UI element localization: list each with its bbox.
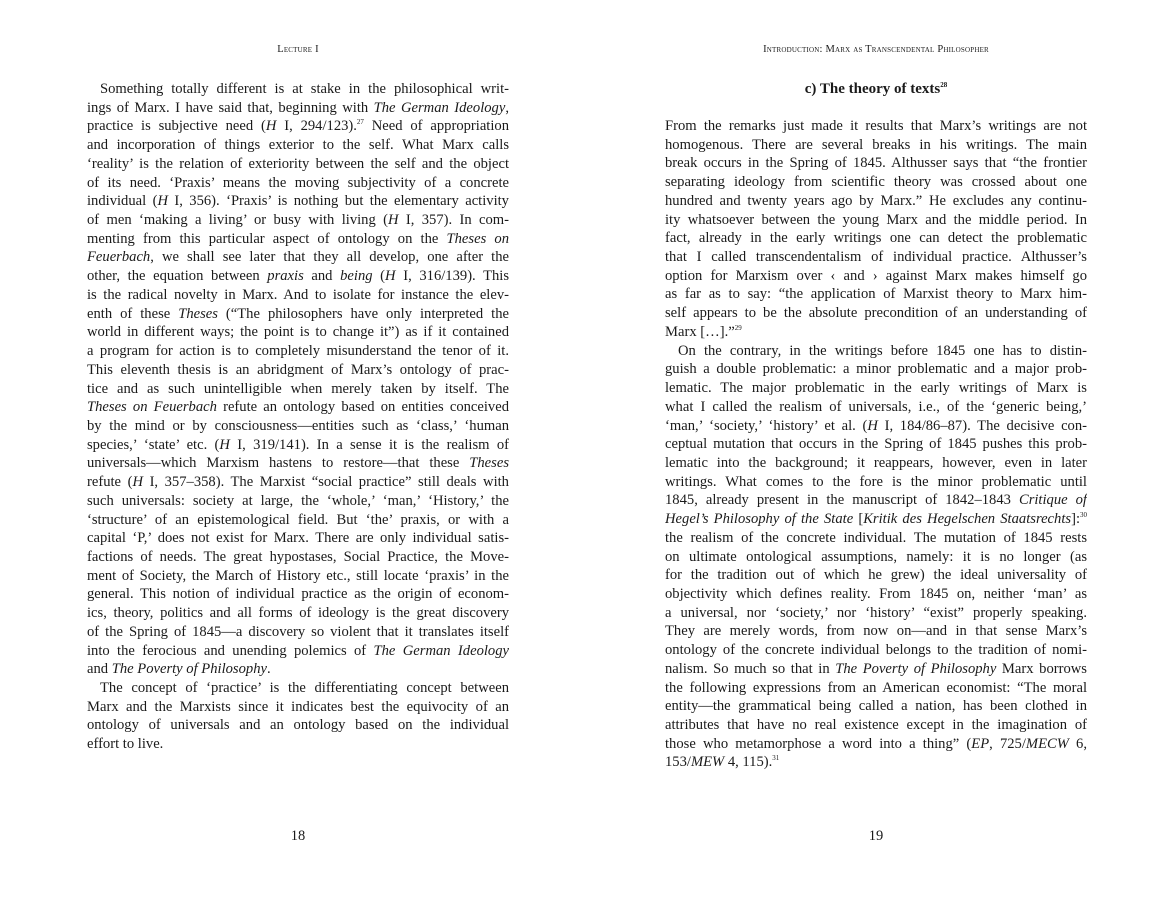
text-line xyxy=(87,80,509,99)
italic-text: H xyxy=(387,212,399,229)
text-run: fact, already in the early writings one can detect the problematic xyxy=(665,230,1087,247)
text-run: ]: xyxy=(1071,511,1080,528)
text-run: universals—which Marxism hastens to restore—that these xyxy=(87,455,470,472)
body-text xyxy=(665,117,1087,772)
text-line xyxy=(87,642,509,661)
running-head: Introduction: Marx as Transcendental Philosopher xyxy=(763,44,989,55)
text-run: by the mind or by consciousness—entities such as ‘class,’ ‘human xyxy=(87,417,509,434)
text-line xyxy=(665,604,1087,623)
text-line xyxy=(665,435,1087,454)
text-line xyxy=(87,660,509,679)
text-run: general. This notion of individual practice as the origin of econom- xyxy=(87,586,509,603)
text-run: on ultimate ontological assumptions, namely: it is no longer (as xyxy=(665,548,1087,565)
text-run: Marx […].” xyxy=(665,323,735,340)
italic-text: Theses on xyxy=(446,230,509,247)
text-run: , 725/ xyxy=(989,735,1026,752)
text-run: Marx borrows xyxy=(996,660,1087,677)
text-run: hundred and twenty years ago by Marx.” He excludes any continu- xyxy=(665,192,1087,209)
text-line xyxy=(665,529,1087,548)
text-line xyxy=(665,267,1087,286)
text-line xyxy=(87,567,509,586)
text-run: From the remarks just made it results that Marx’s writings are not xyxy=(665,118,1087,134)
text-line xyxy=(87,716,509,735)
text-run: and xyxy=(303,268,341,285)
text-run: lematic into the background; it reappears, however, even in later xyxy=(665,454,1087,471)
text-run: ( xyxy=(372,268,386,285)
footnote-ref: 31 xyxy=(772,754,780,763)
footnote-ref: 29 xyxy=(734,323,742,332)
text-line xyxy=(87,323,509,342)
text-line xyxy=(87,511,509,530)
text-run: 153/ xyxy=(665,754,691,771)
text-run: guish a double problematic: a minor problematic and a major prob- xyxy=(665,361,1087,378)
text-line xyxy=(87,698,509,717)
text-line xyxy=(87,398,509,417)
text-line xyxy=(87,286,509,305)
italic-text: The Poverty of Philosophy xyxy=(835,660,997,677)
italic-text: Critique of xyxy=(1018,492,1087,509)
italic-text: H xyxy=(132,474,143,491)
text-line xyxy=(665,398,1087,417)
italic-text: H xyxy=(157,193,168,210)
text-line xyxy=(87,136,509,155)
italic-text: The German Ideology xyxy=(373,99,506,116)
text-line xyxy=(665,248,1087,267)
text-run: Need of appropriation xyxy=(363,118,509,135)
text-run: I, 357). In com- xyxy=(398,212,509,229)
text-line xyxy=(665,491,1087,510)
text-run: refute an ontology based on entities conceived xyxy=(216,399,509,416)
text-line xyxy=(665,753,1087,772)
text-line xyxy=(87,99,509,118)
text-run: ings of Marx. I have said that, beginning with xyxy=(87,99,374,116)
text-run: other, the equation between xyxy=(87,268,268,285)
italic-text: Kritik des Hegelschen Staatsrechts xyxy=(863,511,1072,528)
text-line xyxy=(665,566,1087,585)
text-run: writings. What comes to the fore is the minor problematic until xyxy=(665,473,1087,490)
text-line xyxy=(87,230,509,249)
text-run: for the tradition out of which he grew) the ideal universality of xyxy=(665,567,1087,584)
text-run: such universals: society at large, the ‘whole,’ ‘man,’ ‘History,’ the xyxy=(87,492,509,509)
text-line xyxy=(87,155,509,174)
text-run: refute ( xyxy=(87,474,133,491)
text-line xyxy=(87,623,509,642)
text-line xyxy=(87,192,509,211)
text-run: . xyxy=(266,661,271,678)
text-line xyxy=(87,211,509,230)
text-run: species,’ ‘state’ etc. ( xyxy=(87,436,220,453)
text-run: ics, theory, politics and all forms of ideology is the great discovery xyxy=(87,605,509,622)
text-run: Marx and the Marxists since it indicates best the equivocity of an xyxy=(87,698,509,715)
italic-text: H xyxy=(867,417,878,434)
text-line xyxy=(665,716,1087,735)
text-run: [ xyxy=(853,511,864,528)
italic-text: H xyxy=(265,118,277,135)
text-run: I, 184/86–87). The decisive con- xyxy=(877,417,1087,434)
text-line xyxy=(665,585,1087,604)
text-run: option for Marxism over ‹ and › against Marx makes himself go xyxy=(665,267,1087,284)
text-run: self appears to be the absolute precondition of an understanding of xyxy=(665,305,1087,322)
text-run: ment of Society, the March of History etc., still locate ‘praxis’ in the xyxy=(87,567,509,584)
text-run: nalism. So much so that in xyxy=(665,660,836,677)
text-run: practice is subjective need ( xyxy=(87,118,266,135)
page-number: 19 xyxy=(868,828,884,844)
text-run: what I called the realism of universals, i.e., of the ‘generic being,’ xyxy=(665,398,1087,415)
text-run: as far as to say: “the application of Marxist theory to Marx him- xyxy=(665,286,1087,303)
text-run: enth of these xyxy=(87,305,179,322)
text-run: homogenous. There are several breaks in his writings. The main xyxy=(665,136,1087,153)
italic-text: Hegel’s Philosophy of the State xyxy=(665,511,854,528)
text-run: lematic. The major problematic in the early writings of Marx is xyxy=(665,380,1087,397)
text-line xyxy=(665,342,1087,361)
text-line xyxy=(665,735,1087,754)
italic-text: The Poverty of Philosophy xyxy=(111,661,267,678)
text-line xyxy=(87,436,509,455)
section-heading-text: c) The theory of texts xyxy=(804,81,941,97)
text-line xyxy=(87,735,509,754)
text-run: 1845, already present in the manuscript of 1842–1843 xyxy=(665,492,1019,509)
text-run: I, 357–358). The Marxist “social practice” still deals with xyxy=(143,474,509,491)
text-run: ‘structure’ of an epistemological field. But ‘the’ praxis, or with a xyxy=(87,511,509,528)
text-run: They are merely words, from now on—and in that sense Marx’s xyxy=(665,623,1087,640)
text-run: I, 316/139). This xyxy=(395,268,509,285)
text-line xyxy=(665,229,1087,248)
text-run: a universal, nor ‘society,’ nor ‘history’ “exist” properly speaking. xyxy=(665,604,1087,621)
italic-text: Feuerbach xyxy=(87,249,151,266)
text-run: I, 356). ‘Praxis’ is nothing but the elementary activity xyxy=(167,193,509,210)
text-line xyxy=(665,192,1087,211)
footnote-ref: 27 xyxy=(356,118,364,127)
text-run: the following expressions from an American economist: “The moral xyxy=(665,679,1087,696)
text-run: Something totally different is at stake in the philosophical writ- xyxy=(100,81,509,97)
text-run: ontology of universals and an ontology based on the individual xyxy=(87,717,509,734)
footnote-ref: 30 xyxy=(1080,511,1087,520)
text-line xyxy=(87,529,509,548)
italic-text: MEW xyxy=(690,754,725,771)
text-line xyxy=(87,267,509,286)
text-run: menting from this particular aspect of ontology on the xyxy=(87,230,447,247)
text-run: and xyxy=(87,661,112,678)
text-line xyxy=(87,174,509,193)
text-line xyxy=(665,622,1087,641)
text-line xyxy=(87,342,509,361)
text-run: , we shall see later that they all develop, one after the xyxy=(150,249,509,266)
text-line xyxy=(665,304,1087,323)
text-run: This eleventh thesis is an abridgment of Marx’s ontology of prac- xyxy=(87,361,509,378)
text-run: tice and as such unintelligible when merely taken by itself. The xyxy=(87,380,509,397)
italic-text: Theses on Feuerbach xyxy=(87,399,217,416)
text-line xyxy=(665,379,1087,398)
text-line xyxy=(665,660,1087,679)
text-line xyxy=(87,473,509,492)
text-run: of men ‘making a living’ or busy with living ( xyxy=(87,212,388,229)
italic-text: Theses xyxy=(178,305,218,322)
text-run: of the Spring of 1845—a discovery so violent that it translates itself xyxy=(87,623,509,640)
text-run: I, 319/141). In a sense it is the realism of xyxy=(229,436,509,453)
text-run: a program for action is to completely misunderstand the tenor of it. xyxy=(87,343,509,360)
text-line xyxy=(665,211,1087,230)
text-line xyxy=(665,285,1087,304)
text-run: the realism of the concrete individual. The mutation of 1845 rests xyxy=(665,529,1087,546)
text-run: On the contrary, in the writings before 1845 one has to distin- xyxy=(678,342,1087,359)
text-run: into the ferocious and unending polemics of xyxy=(87,642,374,659)
text-run: and incorporation of things exterior to the self. What Marx calls xyxy=(87,137,509,154)
italic-text: The German Ideology xyxy=(373,642,509,659)
page-number: 18 xyxy=(290,828,306,844)
text-line xyxy=(87,305,509,324)
text-line xyxy=(665,679,1087,698)
text-line xyxy=(87,361,509,380)
text-run: factions of needs. The great hypostases, Social Practice, the Move- xyxy=(87,548,509,565)
text-line xyxy=(665,136,1087,155)
text-run: The concept of ‘practice’ is the differentiating concept between xyxy=(100,680,509,696)
text-line xyxy=(665,117,1087,136)
text-run: entity—the grammatical being called a nation, has been clothed in xyxy=(665,698,1087,715)
running-head: Lecture I xyxy=(277,44,319,55)
text-run: (“The philosophers have only interpreted the xyxy=(217,305,509,322)
text-run: ‘man,’ ‘society,’ ‘history’ et al. ( xyxy=(665,417,868,434)
italic-text: praxis xyxy=(267,268,304,285)
text-line xyxy=(87,492,509,511)
italic-text: Theses xyxy=(469,455,509,472)
text-run: capital ‘P,’ does not exist for Marx. There are only individual satis- xyxy=(87,530,509,547)
text-line xyxy=(87,454,509,473)
text-line xyxy=(665,360,1087,379)
text-run: break occurs in the Spring of 1845. Althusser says that “the frontier xyxy=(665,155,1087,172)
text-line xyxy=(87,679,509,698)
italic-text: H xyxy=(385,268,396,285)
text-run: separating ideology from scientific theory was crossed about one xyxy=(665,174,1087,191)
italic-text: MECW xyxy=(1025,735,1069,752)
text-run: that I called transcendentalism of individual practice. Althusser’s xyxy=(665,249,1087,266)
text-run: ity whatsoever between the young Marx and the middle period. In xyxy=(665,211,1087,228)
text-run: ‘reality’ is the relation of exteriority between the self and the object xyxy=(87,155,509,172)
text-line xyxy=(87,380,509,399)
text-line xyxy=(87,248,509,267)
text-line xyxy=(87,417,509,436)
text-line xyxy=(665,641,1087,660)
text-line xyxy=(665,173,1087,192)
text-run: is the radical novelty in Marx. And to isolate for instance the elev- xyxy=(87,286,509,303)
text-line xyxy=(665,473,1087,492)
text-run: I, 294/123). xyxy=(276,118,357,135)
text-line xyxy=(87,585,509,604)
italic-text: EP xyxy=(971,735,990,752)
text-line xyxy=(665,323,1087,342)
text-run: , xyxy=(505,99,509,116)
text-line xyxy=(87,548,509,567)
text-run: objectivity which defines reality. From 1845 on, neither ‘man’ as xyxy=(665,585,1087,602)
text-line xyxy=(665,548,1087,567)
text-run: world in different ways; the point is to change it”) as if it contained xyxy=(87,324,509,341)
italic-text: H xyxy=(219,436,230,453)
italic-text: being xyxy=(340,268,373,285)
text-line xyxy=(665,510,1087,529)
text-run: ceptual mutation that occurs in the Spring of 1845 pushes this prob- xyxy=(665,436,1087,453)
section-heading xyxy=(665,80,1087,98)
text-run: attributes that have no real existence except in the imagination of xyxy=(665,717,1087,733)
text-run: 6, xyxy=(1068,735,1087,752)
text-line xyxy=(87,604,509,623)
text-line xyxy=(665,154,1087,173)
text-run: of its need. ‘Praxis’ means the moving subjectivity of a concrete xyxy=(87,174,509,191)
text-line xyxy=(665,417,1087,436)
text-run: ontology of the concrete individual belongs to the tradition of nomi- xyxy=(665,642,1087,659)
text-line xyxy=(665,454,1087,473)
footnote-ref: 28 xyxy=(940,81,948,89)
body-text xyxy=(87,80,509,754)
text-line xyxy=(87,117,509,136)
text-run: those who metamorphose a word into a thing” ( xyxy=(665,735,972,752)
text-run: individual ( xyxy=(87,193,158,210)
text-run: 4, 115). xyxy=(724,754,773,771)
text-line xyxy=(665,697,1087,716)
text-run: effort to live. xyxy=(87,736,164,753)
